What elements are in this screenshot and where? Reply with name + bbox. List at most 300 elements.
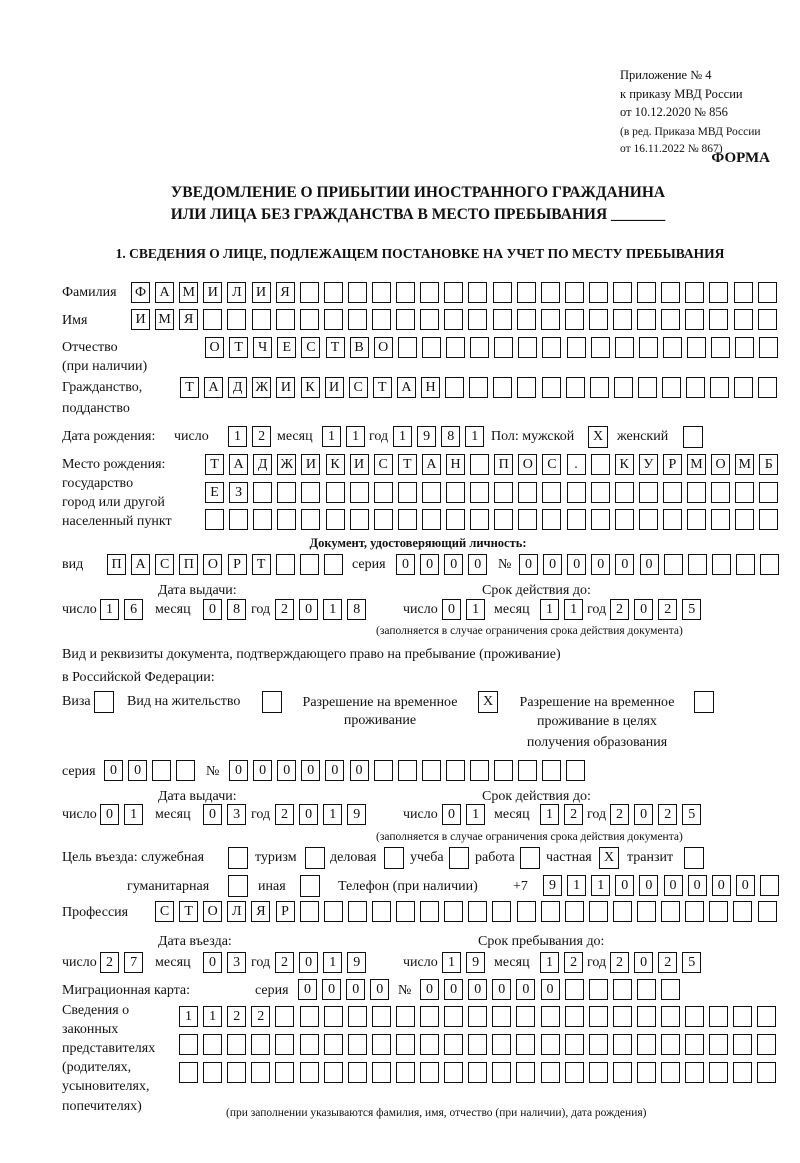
char-box[interactable]: А xyxy=(155,282,174,303)
char-box[interactable] xyxy=(591,454,610,475)
char-box[interactable] xyxy=(566,377,585,398)
char-box[interactable]: 2 xyxy=(564,952,583,973)
char-box[interactable]: 2 xyxy=(610,952,629,973)
char-box[interactable] xyxy=(663,509,682,530)
char-box[interactable] xyxy=(541,901,560,922)
char-box[interactable] xyxy=(615,337,634,358)
char-box[interactable]: 0 xyxy=(640,554,659,575)
char-box[interactable]: 9 xyxy=(347,804,366,825)
char-box[interactable]: 9 xyxy=(466,952,485,973)
char-box[interactable] xyxy=(542,760,561,781)
char-box[interactable] xyxy=(227,1034,246,1055)
char-box[interactable]: Т xyxy=(180,377,199,398)
char-box[interactable]: 2 xyxy=(564,804,583,825)
char-box[interactable] xyxy=(492,1062,511,1083)
char-box[interactable] xyxy=(709,309,728,330)
char-box[interactable]: 0 xyxy=(541,979,560,1000)
char-box[interactable]: 8 xyxy=(441,426,460,447)
char-box[interactable] xyxy=(324,1006,343,1027)
char-box[interactable] xyxy=(687,337,706,358)
char-box[interactable] xyxy=(759,482,778,503)
char-box[interactable] xyxy=(565,1006,584,1027)
char-box[interactable]: А xyxy=(229,454,248,475)
char-box[interactable] xyxy=(253,509,272,530)
char-box[interactable] xyxy=(300,282,319,303)
char-box[interactable] xyxy=(566,760,585,781)
char-box[interactable]: Я xyxy=(276,282,295,303)
char-box[interactable] xyxy=(374,760,393,781)
char-box[interactable] xyxy=(348,1034,367,1055)
char-box[interactable]: 2 xyxy=(275,804,294,825)
char-box[interactable] xyxy=(711,509,730,530)
char-box[interactable] xyxy=(758,282,777,303)
char-box[interactable] xyxy=(420,1034,439,1055)
char-box[interactable] xyxy=(300,1062,319,1083)
char-box[interactable] xyxy=(758,309,777,330)
char-box[interactable] xyxy=(275,1062,294,1083)
char-box[interactable] xyxy=(733,901,752,922)
char-box[interactable]: Ж xyxy=(277,454,296,475)
char-box[interactable]: 1 xyxy=(393,426,412,447)
char-box[interactable] xyxy=(733,1034,752,1055)
char-box[interactable]: И xyxy=(276,377,295,398)
char-box[interactable] xyxy=(613,1006,632,1027)
char-box[interactable] xyxy=(541,282,560,303)
checkbox-box[interactable] xyxy=(305,847,325,869)
checkbox-box[interactable] xyxy=(384,847,404,869)
char-box[interactable]: 2 xyxy=(658,952,677,973)
char-box[interactable]: 1 xyxy=(540,804,559,825)
char-box[interactable] xyxy=(661,1034,680,1055)
char-box[interactable] xyxy=(565,309,584,330)
char-box[interactable] xyxy=(760,554,779,575)
char-box[interactable] xyxy=(492,1034,511,1055)
char-box[interactable] xyxy=(444,1034,463,1055)
char-box[interactable]: 1 xyxy=(466,804,485,825)
char-box[interactable] xyxy=(615,509,634,530)
char-box[interactable] xyxy=(637,1034,656,1055)
char-box[interactable] xyxy=(324,554,343,575)
char-box[interactable] xyxy=(516,1034,535,1055)
char-box[interactable] xyxy=(517,309,536,330)
char-box[interactable]: А xyxy=(204,377,223,398)
char-box[interactable] xyxy=(348,901,367,922)
char-box[interactable] xyxy=(757,1062,776,1083)
char-box[interactable]: 1 xyxy=(346,426,365,447)
char-box[interactable] xyxy=(541,1034,560,1055)
char-box[interactable] xyxy=(542,509,561,530)
char-box[interactable] xyxy=(517,377,536,398)
char-box[interactable] xyxy=(518,509,537,530)
char-box[interactable] xyxy=(589,282,608,303)
char-box[interactable]: Р xyxy=(228,554,247,575)
char-box[interactable]: А xyxy=(422,454,441,475)
char-box[interactable] xyxy=(589,1062,608,1083)
char-box[interactable] xyxy=(468,901,487,922)
char-box[interactable] xyxy=(591,509,610,530)
char-box[interactable] xyxy=(518,760,537,781)
char-box[interactable] xyxy=(422,337,441,358)
char-box[interactable] xyxy=(661,901,680,922)
char-box[interactable]: Е xyxy=(277,337,296,358)
char-box[interactable] xyxy=(710,377,729,398)
char-box[interactable] xyxy=(396,1006,415,1027)
char-box[interactable] xyxy=(492,1006,511,1027)
char-box[interactable] xyxy=(398,337,417,358)
checkbox-box[interactable]: X xyxy=(588,426,608,448)
char-box[interactable] xyxy=(229,509,248,530)
char-box[interactable] xyxy=(733,1062,752,1083)
char-box[interactable]: 1 xyxy=(323,599,342,620)
char-box[interactable] xyxy=(372,901,391,922)
char-box[interactable] xyxy=(372,1034,391,1055)
char-box[interactable]: И xyxy=(301,454,320,475)
char-box[interactable]: Т xyxy=(179,901,198,922)
char-box[interactable] xyxy=(516,1062,535,1083)
char-box[interactable] xyxy=(420,1062,439,1083)
char-box[interactable]: 5 xyxy=(682,599,701,620)
char-box[interactable]: 1 xyxy=(228,426,247,447)
char-box[interactable]: 2 xyxy=(251,1006,270,1027)
char-box[interactable]: У xyxy=(639,454,658,475)
char-box[interactable]: 0 xyxy=(688,875,707,896)
checkbox-box[interactable] xyxy=(684,847,704,869)
char-box[interactable] xyxy=(203,1034,222,1055)
char-box[interactable] xyxy=(348,282,367,303)
char-box[interactable] xyxy=(398,509,417,530)
char-box[interactable]: М xyxy=(155,309,174,330)
char-box[interactable] xyxy=(324,901,343,922)
char-box[interactable] xyxy=(445,377,464,398)
char-box[interactable] xyxy=(541,1006,560,1027)
char-box[interactable] xyxy=(374,509,393,530)
char-box[interactable]: М xyxy=(179,282,198,303)
char-box[interactable] xyxy=(518,337,537,358)
checkbox-box[interactable]: X xyxy=(599,847,619,869)
char-box[interactable]: Н xyxy=(446,454,465,475)
char-box[interactable]: С xyxy=(374,454,393,475)
char-box[interactable] xyxy=(276,554,295,575)
char-box[interactable] xyxy=(446,509,465,530)
char-box[interactable] xyxy=(470,337,489,358)
char-box[interactable]: О xyxy=(205,337,224,358)
char-box[interactable]: К xyxy=(326,454,345,475)
char-box[interactable] xyxy=(589,901,608,922)
char-box[interactable]: И xyxy=(203,282,222,303)
char-box[interactable] xyxy=(709,1062,728,1083)
char-box[interactable]: Т xyxy=(229,337,248,358)
checkbox-box[interactable] xyxy=(683,426,703,448)
char-box[interactable]: Д xyxy=(228,377,247,398)
char-box[interactable]: Р xyxy=(663,454,682,475)
char-box[interactable]: 0 xyxy=(396,554,415,575)
char-box[interactable] xyxy=(227,1062,246,1083)
char-box[interactable] xyxy=(468,1062,487,1083)
char-box[interactable] xyxy=(565,901,584,922)
char-box[interactable] xyxy=(589,1006,608,1027)
char-box[interactable] xyxy=(203,309,222,330)
char-box[interactable] xyxy=(711,337,730,358)
char-box[interactable]: 1 xyxy=(203,1006,222,1027)
char-box[interactable] xyxy=(613,1062,632,1083)
char-box[interactable]: 2 xyxy=(658,599,677,620)
char-box[interactable]: З xyxy=(229,482,248,503)
char-box[interactable] xyxy=(422,509,441,530)
char-box[interactable] xyxy=(350,482,369,503)
char-box[interactable]: 0 xyxy=(253,760,272,781)
char-box[interactable] xyxy=(300,1034,319,1055)
char-box[interactable] xyxy=(711,482,730,503)
char-box[interactable] xyxy=(661,979,680,1000)
char-box[interactable] xyxy=(565,1034,584,1055)
char-box[interactable]: Я xyxy=(251,901,270,922)
char-box[interactable] xyxy=(760,875,779,896)
char-box[interactable]: 0 xyxy=(203,804,222,825)
char-box[interactable] xyxy=(444,282,463,303)
char-box[interactable] xyxy=(348,309,367,330)
char-box[interactable] xyxy=(637,901,656,922)
char-box[interactable] xyxy=(396,1062,415,1083)
char-box[interactable]: 0 xyxy=(346,979,365,1000)
char-box[interactable]: 1 xyxy=(323,804,342,825)
char-box[interactable]: 0 xyxy=(639,875,658,896)
checkbox-box[interactable]: X xyxy=(478,691,498,713)
char-box[interactable]: 0 xyxy=(444,979,463,1000)
char-box[interactable] xyxy=(591,337,610,358)
char-box[interactable] xyxy=(664,554,683,575)
char-box[interactable]: 3 xyxy=(227,804,246,825)
char-box[interactable]: Б xyxy=(759,454,778,475)
char-box[interactable]: Д xyxy=(253,454,272,475)
char-box[interactable]: 2 xyxy=(100,952,119,973)
char-box[interactable] xyxy=(470,454,489,475)
char-box[interactable]: 0 xyxy=(664,875,683,896)
char-box[interactable]: К xyxy=(301,377,320,398)
char-box[interactable] xyxy=(686,377,705,398)
char-box[interactable] xyxy=(300,1006,319,1027)
char-box[interactable] xyxy=(734,309,753,330)
char-box[interactable]: 0 xyxy=(322,979,341,1000)
char-box[interactable] xyxy=(709,901,728,922)
char-box[interactable]: 2 xyxy=(252,426,271,447)
char-box[interactable] xyxy=(637,282,656,303)
char-box[interactable] xyxy=(396,1034,415,1055)
char-box[interactable] xyxy=(350,509,369,530)
char-box[interactable] xyxy=(709,1034,728,1055)
char-box[interactable]: С xyxy=(155,554,174,575)
char-box[interactable] xyxy=(639,482,658,503)
char-box[interactable]: И xyxy=(350,454,369,475)
char-box[interactable] xyxy=(688,554,707,575)
char-box[interactable] xyxy=(590,377,609,398)
char-box[interactable] xyxy=(589,309,608,330)
char-box[interactable]: А xyxy=(397,377,416,398)
char-box[interactable] xyxy=(420,1006,439,1027)
char-box[interactable] xyxy=(733,1006,752,1027)
char-box[interactable] xyxy=(735,482,754,503)
char-box[interactable] xyxy=(396,901,415,922)
char-box[interactable]: 1 xyxy=(179,1006,198,1027)
char-box[interactable] xyxy=(757,1006,776,1027)
char-box[interactable]: 9 xyxy=(417,426,436,447)
checkbox-box[interactable] xyxy=(228,875,248,897)
char-box[interactable]: А xyxy=(131,554,150,575)
char-box[interactable]: 0 xyxy=(128,760,147,781)
char-box[interactable] xyxy=(661,1006,680,1027)
char-box[interactable] xyxy=(712,554,731,575)
char-box[interactable]: 0 xyxy=(203,599,222,620)
checkbox-box[interactable] xyxy=(520,847,540,869)
char-box[interactable]: Л xyxy=(227,282,246,303)
char-box[interactable] xyxy=(205,509,224,530)
char-box[interactable] xyxy=(736,554,755,575)
char-box[interactable]: 0 xyxy=(516,979,535,1000)
char-box[interactable] xyxy=(446,760,465,781)
char-box[interactable]: 0 xyxy=(492,979,511,1000)
char-box[interactable] xyxy=(492,901,511,922)
char-box[interactable] xyxy=(324,1034,343,1055)
char-box[interactable] xyxy=(637,1006,656,1027)
char-box[interactable]: С xyxy=(301,337,320,358)
char-box[interactable] xyxy=(709,282,728,303)
char-box[interactable]: П xyxy=(179,554,198,575)
char-box[interactable] xyxy=(662,377,681,398)
char-box[interactable] xyxy=(542,482,561,503)
char-box[interactable] xyxy=(176,760,195,781)
char-box[interactable] xyxy=(565,1062,584,1083)
char-box[interactable]: 0 xyxy=(229,760,248,781)
char-box[interactable] xyxy=(444,309,463,330)
char-box[interactable] xyxy=(734,282,753,303)
char-box[interactable] xyxy=(663,482,682,503)
char-box[interactable]: 0 xyxy=(299,804,318,825)
char-box[interactable] xyxy=(422,482,441,503)
char-box[interactable]: 0 xyxy=(543,554,562,575)
char-box[interactable] xyxy=(685,282,704,303)
char-box[interactable] xyxy=(203,1062,222,1083)
char-box[interactable]: 0 xyxy=(519,554,538,575)
char-box[interactable] xyxy=(493,309,512,330)
char-box[interactable] xyxy=(470,760,489,781)
char-box[interactable]: 0 xyxy=(736,875,755,896)
char-box[interactable]: 7 xyxy=(124,952,143,973)
checkbox-box[interactable] xyxy=(694,691,714,713)
char-box[interactable] xyxy=(468,1006,487,1027)
char-box[interactable]: 0 xyxy=(299,599,318,620)
char-box[interactable] xyxy=(227,309,246,330)
char-box[interactable]: 0 xyxy=(420,979,439,1000)
char-box[interactable]: 0 xyxy=(301,760,320,781)
char-box[interactable]: 0 xyxy=(615,554,634,575)
char-box[interactable]: 5 xyxy=(682,804,701,825)
char-box[interactable]: 1 xyxy=(442,952,461,973)
char-box[interactable] xyxy=(735,337,754,358)
char-box[interactable] xyxy=(637,309,656,330)
char-box[interactable] xyxy=(709,1006,728,1027)
char-box[interactable]: 0 xyxy=(420,554,439,575)
char-box[interactable]: 0 xyxy=(567,554,586,575)
char-box[interactable]: И xyxy=(131,309,150,330)
char-box[interactable] xyxy=(251,1062,270,1083)
char-box[interactable] xyxy=(420,282,439,303)
char-box[interactable] xyxy=(613,979,632,1000)
char-box[interactable]: С xyxy=(155,901,174,922)
char-box[interactable] xyxy=(567,509,586,530)
char-box[interactable]: Т xyxy=(252,554,271,575)
char-box[interactable] xyxy=(541,309,560,330)
char-box[interactable] xyxy=(276,309,295,330)
char-box[interactable] xyxy=(275,1034,294,1055)
char-box[interactable] xyxy=(324,309,343,330)
char-box[interactable] xyxy=(152,760,171,781)
char-box[interactable]: 1 xyxy=(124,804,143,825)
char-box[interactable]: 8 xyxy=(227,599,246,620)
char-box[interactable] xyxy=(759,509,778,530)
char-box[interactable]: 0 xyxy=(203,952,222,973)
char-box[interactable] xyxy=(468,309,487,330)
char-box[interactable]: 1 xyxy=(100,599,119,620)
char-box[interactable]: 0 xyxy=(444,554,463,575)
char-box[interactable] xyxy=(493,377,512,398)
char-box[interactable] xyxy=(685,1034,704,1055)
char-box[interactable] xyxy=(251,1034,270,1055)
char-box[interactable] xyxy=(759,337,778,358)
char-box[interactable]: 0 xyxy=(104,760,123,781)
char-box[interactable]: 1 xyxy=(564,599,583,620)
char-box[interactable]: 1 xyxy=(322,426,341,447)
char-box[interactable]: И xyxy=(325,377,344,398)
char-box[interactable]: Н xyxy=(421,377,440,398)
char-box[interactable]: Р xyxy=(276,901,295,922)
char-box[interactable] xyxy=(758,377,777,398)
char-box[interactable] xyxy=(348,1006,367,1027)
char-box[interactable] xyxy=(614,377,633,398)
char-box[interactable]: О xyxy=(203,901,222,922)
char-box[interactable] xyxy=(277,509,296,530)
char-box[interactable]: 1 xyxy=(540,599,559,620)
checkbox-box[interactable] xyxy=(262,691,282,713)
char-box[interactable] xyxy=(687,482,706,503)
char-box[interactable]: 0 xyxy=(591,554,610,575)
char-box[interactable] xyxy=(613,309,632,330)
char-box[interactable] xyxy=(494,337,513,358)
char-box[interactable] xyxy=(685,309,704,330)
char-box[interactable] xyxy=(444,901,463,922)
char-box[interactable] xyxy=(372,1006,391,1027)
char-box[interactable] xyxy=(372,282,391,303)
char-box[interactable] xyxy=(589,979,608,1000)
char-box[interactable]: 1 xyxy=(466,599,485,620)
char-box[interactable] xyxy=(277,482,296,503)
char-box[interactable] xyxy=(734,377,753,398)
char-box[interactable] xyxy=(494,509,513,530)
char-box[interactable] xyxy=(300,554,319,575)
char-box[interactable] xyxy=(300,901,319,922)
char-box[interactable] xyxy=(446,337,465,358)
char-box[interactable]: 0 xyxy=(468,554,487,575)
char-box[interactable] xyxy=(494,760,513,781)
char-box[interactable]: М xyxy=(687,454,706,475)
char-box[interactable]: . xyxy=(567,454,586,475)
char-box[interactable]: 0 xyxy=(277,760,296,781)
char-box[interactable]: 0 xyxy=(634,804,653,825)
char-box[interactable] xyxy=(541,1062,560,1083)
char-box[interactable]: Я xyxy=(179,309,198,330)
char-box[interactable] xyxy=(444,1062,463,1083)
char-box[interactable]: 6 xyxy=(124,599,143,620)
char-box[interactable] xyxy=(252,309,271,330)
char-box[interactable] xyxy=(179,1062,198,1083)
